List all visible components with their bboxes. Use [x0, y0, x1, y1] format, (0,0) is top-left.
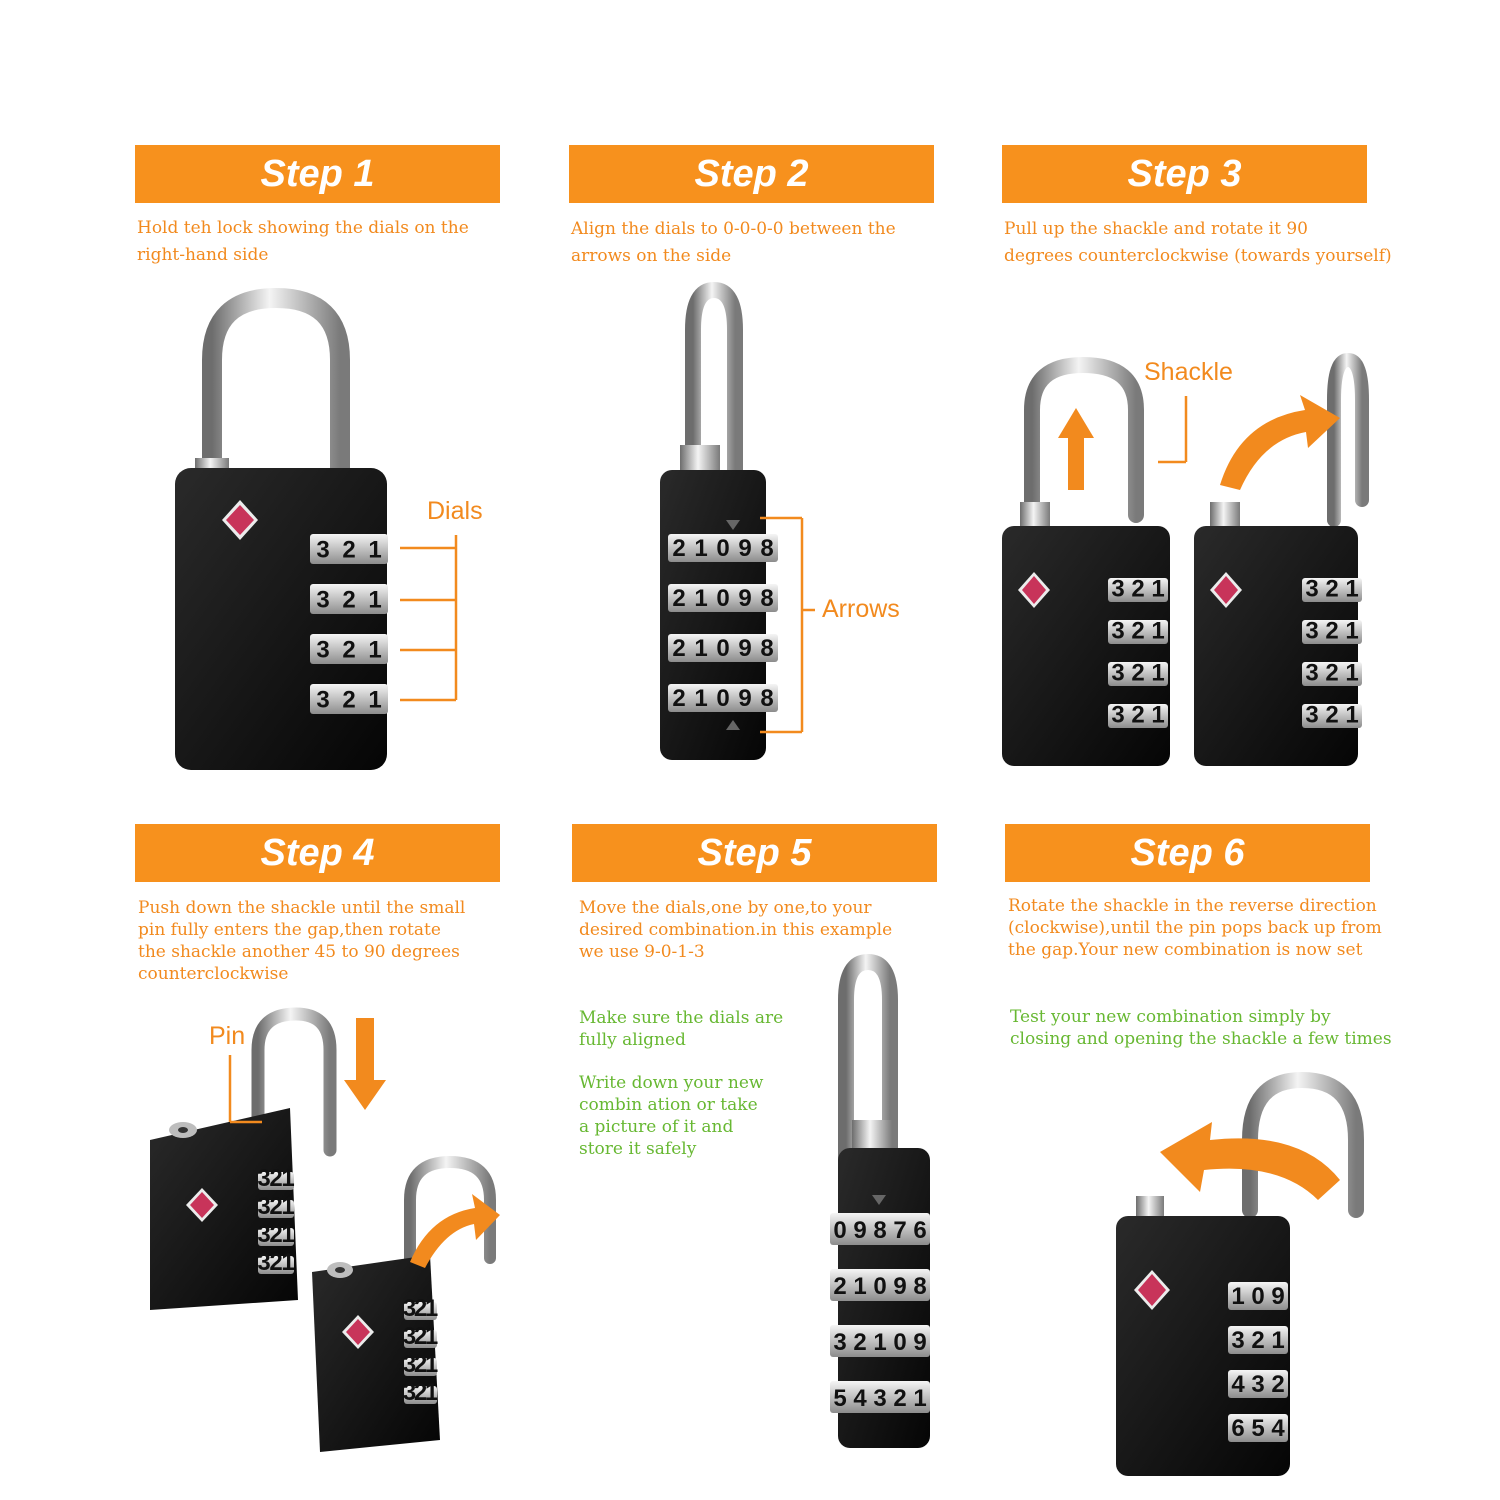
- dial-wheel[interactable]: [668, 684, 778, 712]
- dial-digit: 0: [716, 534, 730, 562]
- dial-digit: 3: [257, 1249, 271, 1277]
- dial-digit: 1: [694, 634, 708, 662]
- desc-line: Push down the shackle until the small: [138, 898, 466, 918]
- desc-line: Move the dials,one by one,to your: [579, 898, 872, 918]
- dial-digit: 2: [1131, 659, 1145, 687]
- dial-digit: 6: [913, 1216, 927, 1244]
- desc-line: the shackle another 45 to 90 degrees: [138, 942, 460, 962]
- dial-digit: 9: [738, 634, 752, 662]
- dial-digit: 1: [1345, 617, 1359, 645]
- dial-digit: 1: [694, 584, 708, 612]
- step-3-banner: Step 3: [1002, 145, 1367, 203]
- dial-digit: 2: [269, 1221, 283, 1249]
- dial-digit: 2: [1325, 575, 1339, 603]
- dial-digit: 2: [1325, 701, 1339, 729]
- dial-wheel[interactable]: [1108, 618, 1168, 645]
- dial-wheel[interactable]: [257, 1193, 294, 1220]
- dial-wheel[interactable]: [830, 1269, 930, 1301]
- step-2-padlock-icon: [660, 290, 778, 760]
- dial-digit: 5: [833, 1384, 847, 1412]
- desc-line: counterclockwise: [138, 964, 289, 984]
- dial-wheel[interactable]: [257, 1221, 294, 1248]
- dial-digit: 0: [873, 1272, 887, 1300]
- dial-digit: 3: [1111, 617, 1125, 645]
- dial-digit: 1: [694, 534, 708, 562]
- dial-digit: 3: [257, 1193, 271, 1221]
- dial-digit: 1: [1345, 701, 1359, 729]
- dial-digit: 1: [1271, 1326, 1285, 1354]
- dial-digit: 2: [342, 636, 356, 664]
- desc-line: Hold teh lock showing the dials on the: [137, 218, 469, 238]
- dial-wheel[interactable]: [403, 1295, 438, 1322]
- dial-digit: 1: [1231, 1282, 1245, 1310]
- dial-digit: 2: [672, 534, 686, 562]
- dial-digit: 3: [316, 536, 330, 564]
- arrow-down-icon: [344, 1018, 386, 1110]
- dial-wheel[interactable]: [310, 584, 388, 614]
- dial-digit: 8: [873, 1216, 887, 1244]
- shackle-leader: [1158, 396, 1186, 462]
- dial-digit: 0: [716, 634, 730, 662]
- dial-digit: 3: [833, 1328, 847, 1356]
- dial-digit: 4: [853, 1384, 867, 1412]
- dial-digit: 3: [1305, 701, 1319, 729]
- step-6-banner: Step 6: [1005, 824, 1370, 882]
- desc-line: pin fully enters the gap,then rotate: [138, 920, 441, 940]
- dial-digit: 1: [873, 1328, 887, 1356]
- dial-digit: 1: [281, 1221, 295, 1249]
- arrows-callout: Arrows: [822, 595, 900, 623]
- dial-digit: 2: [413, 1323, 428, 1351]
- dial-digit: 0: [833, 1216, 847, 1244]
- desc-line: we use 9-0-1-3: [579, 942, 705, 962]
- dial-digit: 2: [1131, 617, 1145, 645]
- dial-wheel[interactable]: [830, 1213, 930, 1245]
- dial-digit: 9: [913, 1328, 927, 1356]
- dial-digit: 2: [672, 684, 686, 712]
- step-5-padlock-icon: [830, 962, 930, 1448]
- dial-digit: 2: [1325, 617, 1339, 645]
- dial-digit: 1: [424, 1323, 439, 1351]
- dial-digit: 2: [269, 1165, 283, 1193]
- dial-wheel[interactable]: [403, 1323, 438, 1350]
- dial-digit: 1: [1151, 701, 1165, 729]
- step-4-padlock-back-icon: [150, 1014, 330, 1310]
- dial-digit: 1: [913, 1384, 927, 1412]
- dial-digit: 2: [342, 586, 356, 614]
- dial-wheel[interactable]: [1302, 618, 1362, 645]
- dial-digit: 9: [893, 1272, 907, 1300]
- dial-digit: 0: [893, 1328, 907, 1356]
- dial-digit: 1: [1151, 575, 1165, 603]
- dial-wheel[interactable]: [1302, 702, 1362, 729]
- desc-line: Pull up the shackle and rotate it 90: [1004, 219, 1308, 239]
- tip-line: fully aligned: [579, 1030, 686, 1050]
- dial-digit: 1: [368, 686, 382, 714]
- dial-digit: 2: [1271, 1370, 1285, 1398]
- curved-arrow-icon: [1220, 395, 1340, 490]
- dial-digit: 2: [893, 1384, 907, 1412]
- tip-line: closing and opening the shackle a few times: [1010, 1029, 1392, 1049]
- dial-digit: 1: [281, 1249, 295, 1277]
- dial-digit: 1: [368, 536, 382, 564]
- dial-digit: 2: [672, 584, 686, 612]
- dial-wheel[interactable]: [310, 684, 388, 714]
- dial-digit: 2: [833, 1272, 847, 1300]
- dial-wheel[interactable]: [257, 1165, 294, 1192]
- dial-digit: 2: [1131, 575, 1145, 603]
- arrow-up-icon: [1058, 408, 1094, 490]
- dial-digit: 3: [1305, 575, 1319, 603]
- dial-digit: 6: [1231, 1414, 1245, 1442]
- dial-digit: 1: [1151, 617, 1165, 645]
- dial-digit: 3: [1111, 659, 1125, 687]
- dial-digit: 1: [281, 1193, 295, 1221]
- desc-line: Align the dials to 0-0-0-0 between the: [571, 219, 896, 239]
- dial-digit: 8: [913, 1272, 927, 1300]
- dial-digit: 1: [424, 1295, 439, 1323]
- dial-wheel[interactable]: [830, 1325, 930, 1357]
- dial-digit: 9: [738, 584, 752, 612]
- pin-callout: Pin: [209, 1022, 246, 1050]
- dial-digit: 3: [316, 636, 330, 664]
- desc-line: desired combination.in this example: [579, 920, 893, 940]
- dial-digit: 9: [853, 1216, 867, 1244]
- dial-digit: 1: [853, 1272, 867, 1300]
- tip-line: store it safely: [579, 1139, 697, 1159]
- dial-digit: 2: [342, 536, 356, 564]
- dial-wheel[interactable]: [668, 634, 778, 662]
- step-5-banner: Step 5: [572, 824, 937, 882]
- step-2-banner: Step 2: [569, 145, 934, 203]
- dials-callout: Dials: [427, 497, 483, 525]
- dial-digit: 2: [1325, 659, 1339, 687]
- step-4-banner: Step 4: [135, 824, 500, 882]
- dial-wheel[interactable]: [1108, 702, 1168, 729]
- dial-digit: 4: [1231, 1370, 1245, 1398]
- dial-digit: 2: [269, 1249, 283, 1277]
- dial-wheel[interactable]: [1228, 1370, 1288, 1398]
- dial-digit: 9: [738, 684, 752, 712]
- dial-digit: 1: [368, 586, 382, 614]
- desc-line: the gap.Your new combination is now set: [1008, 940, 1363, 960]
- dial-digit: 3: [257, 1221, 271, 1249]
- dial-digit: 8: [760, 684, 774, 712]
- step-1-banner: Step 1: [135, 145, 500, 203]
- dial-digit: 2: [413, 1379, 428, 1407]
- dial-wheel[interactable]: [310, 634, 388, 664]
- desc-line: (clockwise),until the pin pops back up from: [1008, 918, 1382, 938]
- dial-digit: 2: [269, 1193, 283, 1221]
- desc-line: right-hand side: [137, 245, 269, 265]
- dial-digit: 2: [413, 1351, 428, 1379]
- dial-digit: 3: [402, 1351, 417, 1379]
- dial-digit: 0: [716, 684, 730, 712]
- dial-digit: 2: [413, 1295, 428, 1323]
- dial-digit: 1: [281, 1165, 295, 1193]
- dial-digit: 3: [316, 586, 330, 614]
- shackle-callout: Shackle: [1144, 358, 1233, 386]
- dial-wheel[interactable]: [1302, 576, 1362, 603]
- dial-digit: 3: [1305, 659, 1319, 687]
- tip-line: a picture of it and: [579, 1117, 734, 1137]
- tip-line: Make sure the dials are: [579, 1008, 784, 1028]
- dial-digit: 9: [1271, 1282, 1285, 1310]
- dial-digit: 3: [402, 1379, 417, 1407]
- dial-digit: 4: [1271, 1414, 1285, 1442]
- dial-digit: 1: [424, 1351, 439, 1379]
- dial-digit: 2: [1131, 701, 1145, 729]
- dial-digit: 0: [716, 584, 730, 612]
- dial-wheel[interactable]: [257, 1249, 294, 1276]
- dial-digit: 5: [1251, 1414, 1265, 1442]
- dial-wheel[interactable]: [1228, 1282, 1288, 1310]
- step-4-padlock-front-icon: [312, 1162, 490, 1452]
- dial-wheel[interactable]: [403, 1351, 438, 1378]
- dial-wheel[interactable]: [668, 584, 778, 612]
- dial-wheel[interactable]: [1228, 1414, 1288, 1442]
- desc-line: Rotate the shackle in the reverse direction: [1008, 896, 1377, 916]
- dial-wheel[interactable]: [403, 1379, 438, 1406]
- dial-digit: 3: [1231, 1326, 1245, 1354]
- dial-wheel[interactable]: [310, 534, 388, 564]
- dial-digit: 2: [1251, 1326, 1265, 1354]
- dial-digit: 7: [893, 1216, 907, 1244]
- dial-digit: 3: [402, 1323, 417, 1351]
- tip-line: Test your new combination simply by: [1010, 1007, 1331, 1027]
- dial-digit: 1: [424, 1379, 439, 1407]
- dial-digit: 1: [1345, 575, 1359, 603]
- dial-wheel[interactable]: [1108, 660, 1168, 687]
- tip-line: combin ation or take: [579, 1095, 758, 1115]
- dial-digit: 1: [694, 684, 708, 712]
- dial-digit: 3: [257, 1165, 271, 1193]
- dial-digit: 1: [1345, 659, 1359, 687]
- dial-digit: 8: [760, 584, 774, 612]
- dial-digit: 3: [1111, 575, 1125, 603]
- dial-digit: 8: [760, 634, 774, 662]
- dial-digit: 3: [316, 686, 330, 714]
- dial-wheel[interactable]: [668, 534, 778, 562]
- dials-bracket: [400, 535, 456, 700]
- dial-digit: 1: [368, 636, 382, 664]
- desc-line: arrows on the side: [571, 246, 732, 266]
- desc-line: degrees counterclockwise (towards yourself): [1004, 246, 1392, 266]
- dial-digit: 2: [342, 686, 356, 714]
- dial-wheel[interactable]: [1302, 660, 1362, 687]
- dial-digit: 2: [853, 1328, 867, 1356]
- dial-digit: 0: [1251, 1282, 1265, 1310]
- dial-digit: 3: [402, 1295, 417, 1323]
- dial-digit: 3: [1305, 617, 1319, 645]
- dial-digit: 3: [1251, 1370, 1265, 1398]
- dial-wheel[interactable]: [1108, 576, 1168, 603]
- dial-digit: 3: [1111, 701, 1125, 729]
- dial-wheel[interactable]: [1228, 1326, 1288, 1354]
- dial-digit: 1: [1151, 659, 1165, 687]
- dial-digit: 8: [760, 534, 774, 562]
- tip-line: Write down your new: [579, 1073, 764, 1093]
- dial-wheel[interactable]: [830, 1381, 930, 1413]
- dial-digit: 3: [873, 1384, 887, 1412]
- dial-digit: 2: [672, 634, 686, 662]
- step-1-padlock-icon: [175, 298, 388, 770]
- dial-digit: 9: [738, 534, 752, 562]
